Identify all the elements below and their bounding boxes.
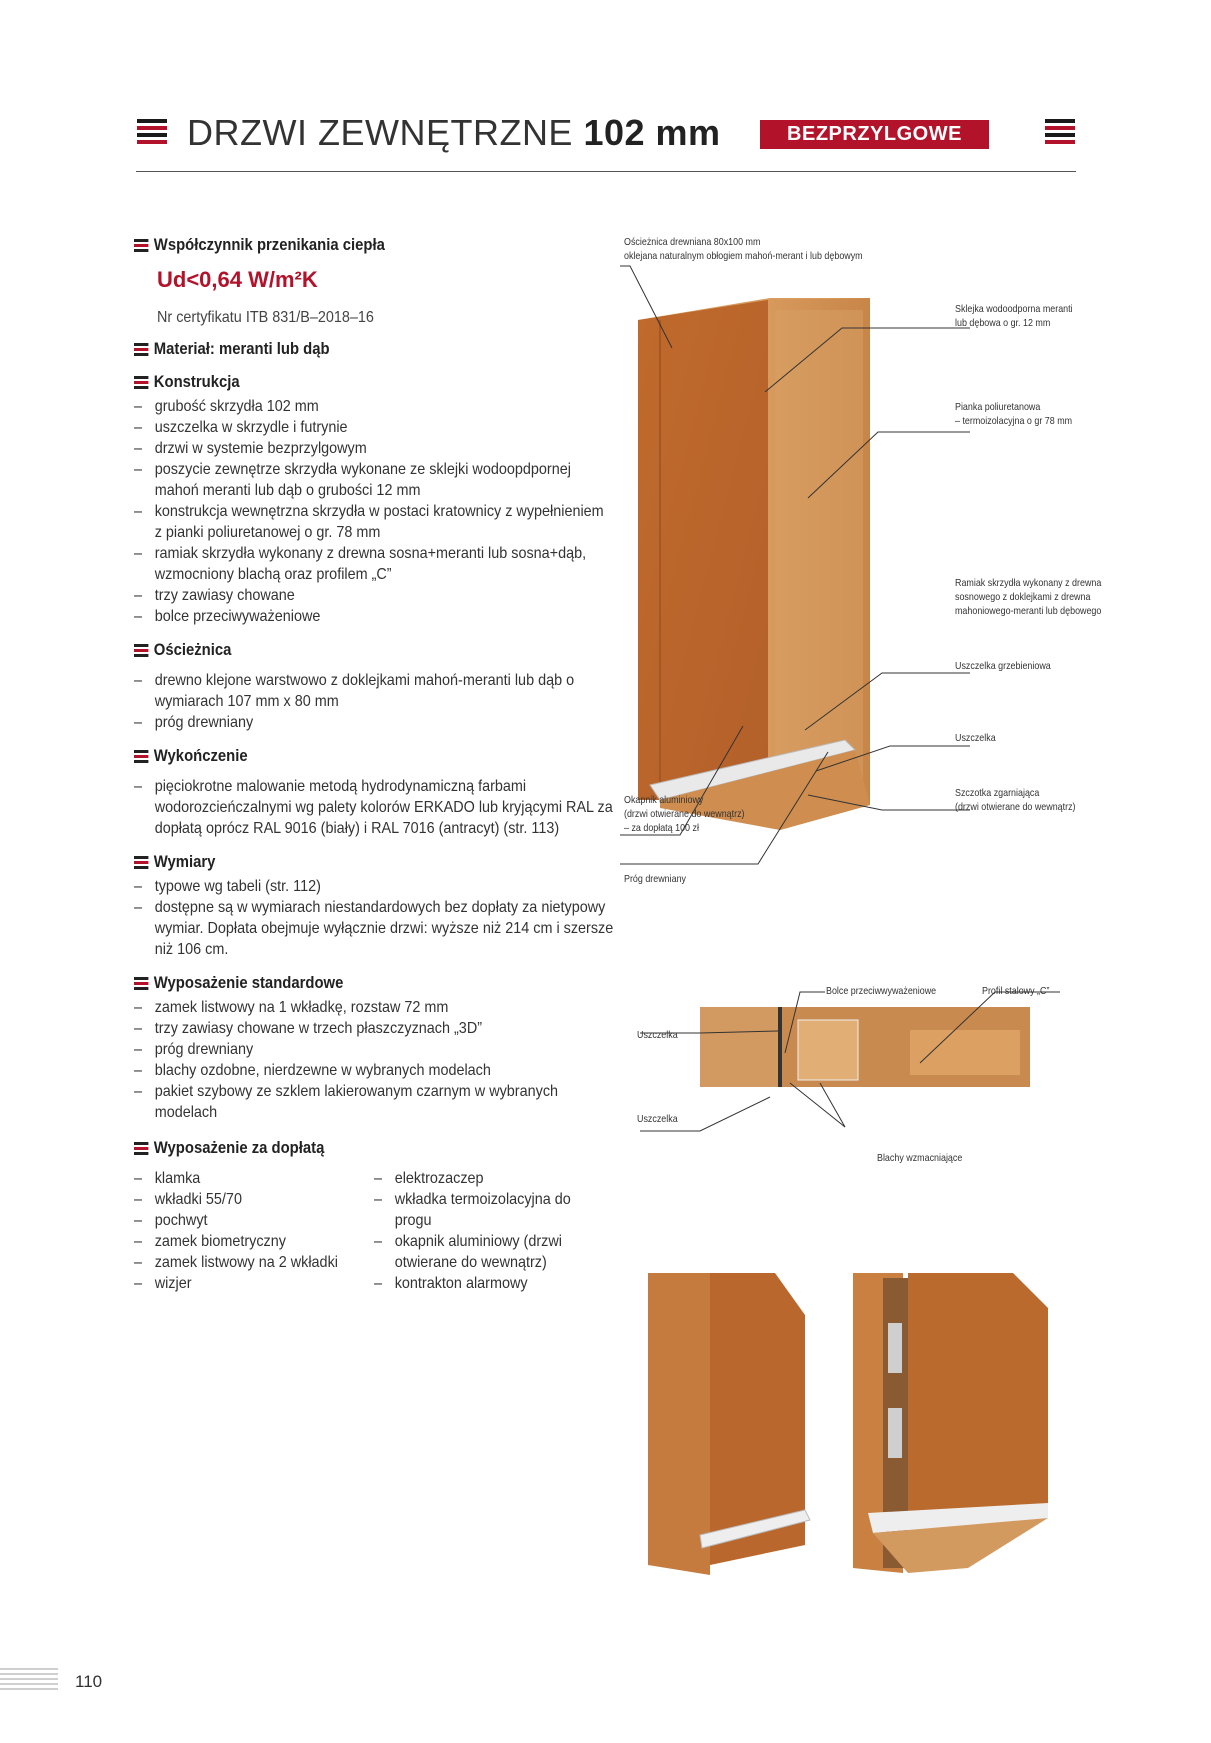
list-item: – kontrakton alarmowy <box>374 1273 595 1294</box>
list-item: – poszycie zewnętrze skrzydła wykonane ze sklejki wodoopdpornej mahoń meranti lub dąb o grubości 12 mm <box>134 459 614 501</box>
label-reinforcement-plates: Blachy wzmacniające <box>877 1152 963 1164</box>
brand-stripes-icon <box>137 119 167 151</box>
label-comb-gasket: Uszczelka grzebieniowa <box>955 660 1051 672</box>
list-item: – bolce przeciwyważeniowe <box>134 606 614 627</box>
list-item: – pięciokrotne malowanie metodą hydrodynamiczną farbami wodorozcieńczalnymi wg palety kolorów ERKADO lub kryjącymi RAL za dopłatą oprócz RAL 9016 (biały) i RAL 7016 (antracyt) (str. 113) <box>134 776 614 839</box>
type-badge: BEZPRZYLGOWE <box>760 120 989 149</box>
brand-stripes-icon-right <box>1045 119 1075 151</box>
bullet-icon <box>134 644 148 657</box>
list-item: – zamek listwowy na 2 wkładki <box>134 1252 394 1273</box>
section-extra-equipment: Wyposażenie za dopłatą <box>134 1139 548 1158</box>
extra-list-left <box>134 1168 374 1294</box>
list-item: – uszczelka w skrzydle i futrynie <box>134 417 614 438</box>
list-item: – trzy zawiasy chowane w trzech płaszczyznach „3D” <box>134 1018 614 1039</box>
label-gasket-top: Uszczelka <box>637 1029 678 1041</box>
label-drip-cap: Okapnik aluminiowy (drzwi otwierane do wewnątrz) – za dopłatą 100 zł <box>624 794 745 834</box>
left-door-frame <box>648 1273 710 1575</box>
label-plywood: Sklejka wodoodporna meranti lub dębowa o gr. 12 mm <box>955 303 1073 329</box>
list-item: – okapnik aluminiowy (drzwi otwierane do wewnątrz) <box>374 1231 595 1273</box>
extra-list-right <box>374 1168 574 1294</box>
section-finish: Wykończenie <box>134 747 548 766</box>
inner-block <box>910 1030 1020 1075</box>
list-item: – elektrozaczep <box>374 1168 595 1189</box>
door-hinge-photo-right <box>848 1268 1058 1588</box>
list-item: – trzy zawiasy chowane <box>134 585 614 606</box>
page-title: DRZWI ZEWNĘTRZNE 102 mm <box>187 112 721 153</box>
label-rail: Ramiak skrzydła wykonany z drewna sosnowego z doklejkami z drewna mahoniowego-meranti lub dębowego <box>955 577 1102 617</box>
list-item: – próg drewniany <box>134 712 614 733</box>
list-item: – drzwi w systemie bezprzylgowym <box>134 438 614 459</box>
door-front-face <box>638 300 768 800</box>
footer-stripes-icon <box>0 1668 58 1693</box>
list-item: – ramiak skrzydła wykonany z drewna sosna+meranti lub sosna+dąb, wzmocniony blachą oraz profilem „C” <box>134 543 614 585</box>
horizontal-section-illustration <box>620 975 1090 1175</box>
list-item: – pochwyt <box>134 1210 394 1231</box>
list-item: – blachy ozdobne, nierdzewne w wybranych modelach <box>134 1060 614 1081</box>
section-frame: Ościeżnica <box>134 641 548 660</box>
section-construction: Konstrukcja <box>134 373 548 392</box>
dimensions-list <box>134 876 614 960</box>
list-item: – drewno klejone warstwowo z doklejkami mahoń-meranti lub dąb o wymiarach 107 mm x 80 mm <box>134 670 614 712</box>
extra-equipment-columns <box>134 1168 594 1294</box>
bullet-icon <box>134 343 148 356</box>
bullet-icon <box>134 750 148 763</box>
list-item: – próg drewniany <box>134 1039 614 1060</box>
section-material: Materiał: meranti lub dąb <box>134 340 548 359</box>
header-divider <box>136 171 1076 172</box>
hinge-icon <box>888 1323 902 1373</box>
label-bolts: Bolce przeciwwyważeniowe <box>826 985 937 997</box>
heat-value: Ud<0,64 W/m²K <box>157 267 318 292</box>
section-dimensions: Wymiary <box>134 853 548 872</box>
spec-column <box>134 236 614 1294</box>
hinge-icon <box>888 1408 902 1458</box>
label-brush: Szczotka zgarniająca (drzwi otwierane do wewnątrz) <box>955 787 1076 813</box>
standard-equipment-list <box>134 997 594 1123</box>
label-foam: Pianka poliuretanowa – termoizolacyjna o gr 78 mm <box>955 401 1073 427</box>
list-item: – dostępne są w wymiarach niestandardowych bez dopłaty za nietypowy wymiar. Dopłata obejmuje wyłącznie drzwi: wyższe niż 214 cm i szersze niż 106 cm. <box>134 897 614 960</box>
section-standard-equipment: Wyposażenie standardowe <box>134 974 548 993</box>
certificate-number: Nr certyfikatu ITB 831/B–2018–16 <box>157 309 374 326</box>
bullet-icon <box>134 376 148 389</box>
rail-block <box>798 1020 858 1080</box>
list-item: – grubość skrzydła 102 mm <box>134 396 614 417</box>
page-number: 110 <box>75 1672 103 1691</box>
list-item: – konstrukcja wewnętrzna skrzydła w postaci kratownicy z wypełnieniem z pianki poliuretanowej o gr. 78 mm <box>134 501 614 543</box>
bullet-icon <box>134 856 148 869</box>
label-threshold: Próg drewniany <box>624 873 687 885</box>
list-item: – zamek listwowy na 1 wkładkę, rozstaw 72 mm <box>134 997 614 1018</box>
section-heat: Współczynnik przenikania ciepła <box>134 236 548 255</box>
bullet-icon <box>134 239 148 252</box>
list-item: – wkładka termoizolacyjna do progu <box>374 1189 595 1231</box>
list-item: – wkładki 55/70 <box>134 1189 394 1210</box>
right-door-panel <box>908 1273 1048 1518</box>
label-gasket: Uszczelka <box>955 732 996 744</box>
door-frame-edge <box>775 310 863 790</box>
list-item: – wizjer <box>134 1273 394 1294</box>
list-item: – pakiet szybowy ze szklem lakierowanym czarnym w wybranych modelach <box>134 1081 614 1123</box>
frame-block <box>700 1007 780 1087</box>
list-item: – typowe wg tabeli (str. 112) <box>134 876 614 897</box>
list-item: – klamka <box>134 1168 394 1189</box>
construction-list <box>134 396 604 627</box>
label-gasket-bottom: Uszczelka <box>637 1113 678 1125</box>
bullet-icon <box>134 977 148 990</box>
list-item: – zamek biometryczny <box>134 1231 394 1252</box>
door-corner-photo-left <box>640 1265 820 1585</box>
label-frame: Ościeżnica drewniana 80x100 mm oklejana naturalnym obłogiem mahoń-merant i lub dębowym <box>624 236 863 262</box>
frame-list <box>134 670 594 733</box>
label-c-profile: Profil stalowy „C” <box>982 985 1050 997</box>
finish-list <box>134 776 613 839</box>
bullet-icon <box>134 1142 148 1155</box>
